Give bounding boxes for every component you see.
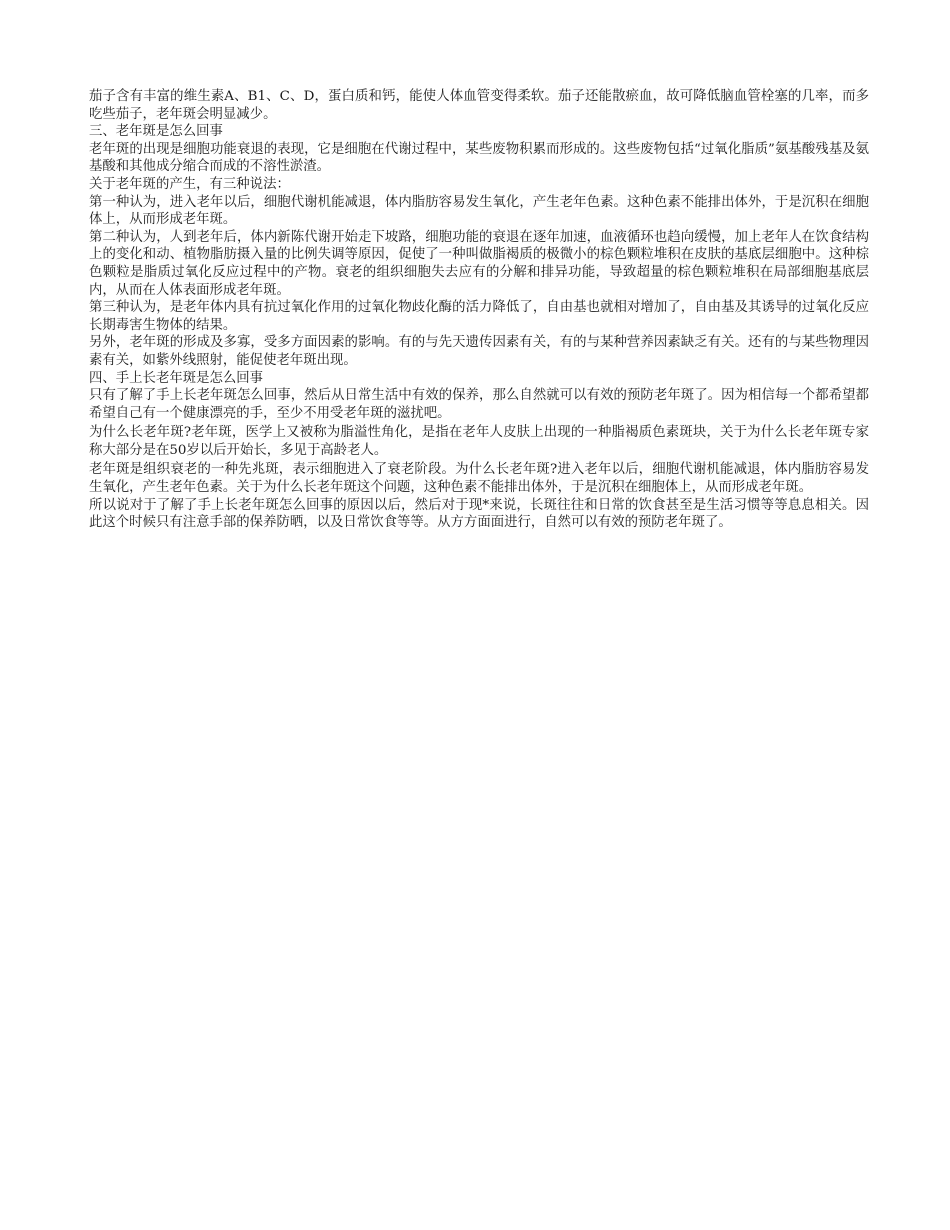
paragraph-conclusion: 所以说对于了解了手上长老年斑怎么回事的原因以后，然后对于现*来说，长斑往往和日常的饮食甚至是生活习惯等等息息相关。因此这个时候只有注意手部的保养防晒，以及日常饮食等等。从方方面面进行，自然可以有效的预防老年斑了。 bbox=[89, 497, 869, 531]
paragraph-other-factors: 另外，老年斑的形成及多寡，受多方面因素的影响。有的与先天遗传因素有关，有的与某种营养因素缺乏有关。还有的与某些物理因素有关，如紫外线照射，能促使老年斑出现。 bbox=[89, 335, 869, 368]
paragraph-eggplant: 茄子含有丰富的维生素A、B1、C、D，蛋白质和钙，能使人体血管变得柔软。茄子还能散瘀血，故可降低脑血管栓塞的几率，而多吃些茄子，老年斑会明显减少。 bbox=[89, 89, 869, 122]
paragraph-theory-3: 第三种认为，是老年体内具有抗过氧化作用的过氧化物歧化酶的活力降低了，自由基也就相对增加了，自由基及其诱导的过氧化反应长期毒害生物体的结果。 bbox=[89, 300, 869, 333]
paragraph-hand-care: 只有了解了手上长老年斑怎么回事，然后从日常生活中有效的保养，那么自然就可以有效的预防老年斑了。因为相信每一个都希望都希望自己有一个健康漂亮的手，至少不用受老年斑的滋扰吧。 bbox=[89, 388, 869, 421]
section-heading-4: 四、手上长老年斑是怎么回事 bbox=[89, 370, 264, 386]
paragraph-theory-1: 第一种认为，进入老年以后，细胞代谢机能减退，体内脂肪容易发生氧化，产生老年色素。这种色素不能排出体外，于是沉积在细胞体上，从而形成老年斑。 bbox=[89, 194, 869, 228]
section-heading-3: 三、老年斑是怎么回事 bbox=[89, 124, 223, 140]
paragraph-theory-2: 第二种认为，人到老年后，体内新陈代谢开始走下坡路，细胞功能的衰退在逐年加速，血液循环也趋向缓慢，加上老年人在饮食结构上的变化和动、植物脂肪摄入量的比例失调等原因，促使了一种叫做脂褐质的极微小的棕色颗粒堆积在皮肤的基底层细胞中。这种棕色颗粒是脂质过氧化反应过程中的产物。衰老的组织细胞失去应有的分解和排异功能，导致超量的棕色颗粒堆积在局部细胞基底层内，从而在人体表面形成老年斑。 bbox=[89, 229, 869, 298]
document-body bbox=[89, 88, 869, 532]
paragraph-definition: 老年斑的出现是细胞功能衰退的表现，它是细胞在代谢过程中，某些废物积累而形成的。这些废物包括“过氧化脂质”氨基酸残基及氨基酸和其他成分缩合而成的不溶性淤渣。 bbox=[89, 141, 869, 175]
paragraph-why-spots: 为什么长老年斑?老年斑，医学上又被称为脂溢性角化，是指在老年人皮肤上出现的一种脂褐质色素斑块，关于为什么长老年斑专家称大部分是在50岁以后开始长，多见于高龄老人。 bbox=[89, 425, 869, 458]
paragraph-three-theories: 关于老年斑的产生，有三种说法： bbox=[89, 176, 290, 192]
paragraph-aging-sign: 老年斑是组织衰老的一种先兆斑，表示细胞进入了衰老阶段。为什么长老年斑?进入老年以后，细胞代谢机能减退，体内脂肪容易发生氧化，产生老年色素。关于为什么长老年斑这个问题，这种色素不能排出体外，于是沉积在细胞体上，从而形成老年斑。 bbox=[89, 462, 869, 496]
